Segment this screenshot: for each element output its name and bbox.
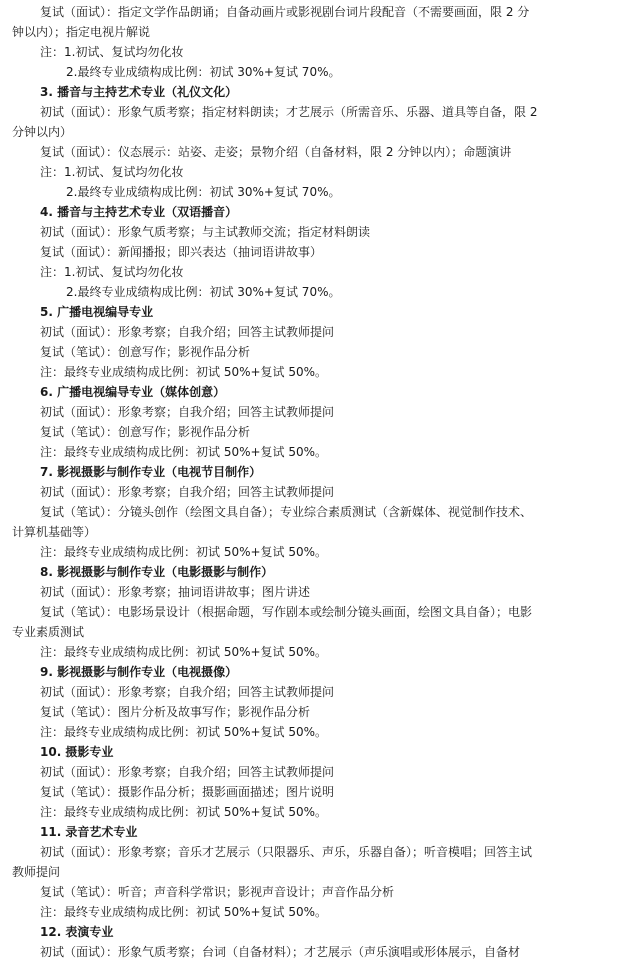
text-line: 复试（笔试）：听音；声音科学常识；影视声音设计；声音作品分析 bbox=[40, 885, 395, 899]
text-line: 复试（笔试）：创意写作；影视作品分析 bbox=[40, 345, 251, 359]
text-line: 复试（面试）：新闻播报；即兴表达（抽词语讲故事） bbox=[40, 245, 323, 259]
text-line: 初试（面试）：形象气质考察；指定材料朗读；才艺展示（所需音乐、乐器、道具等自备，限 2 bbox=[40, 105, 538, 119]
note-line: 注：最终专业成绩构成比例：初试 50%+复试 50%。 bbox=[40, 725, 328, 739]
note-line: 注：最终专业成绩构成比例：初试 50%+复试 50%。 bbox=[40, 365, 328, 379]
text-line: 初试（面试）：形象气质考察；与主试教师交流；指定材料朗读 bbox=[40, 225, 371, 239]
text-line: 初试（面试）：形象气质考察；台词（自备材料）；才艺展示（声乐演唱或形体展示，自备材 bbox=[40, 945, 521, 959]
note-line: 注：1.初试、复试均勿化妆 bbox=[40, 265, 184, 279]
section-heading: 4. 播音与主持艺术专业（双语播音） bbox=[40, 205, 238, 219]
text-line: 复试（笔试）：电影场景设计（根据命题，写作剧本或绘制分镜头画面，绘图文具自备）；电影 bbox=[40, 605, 533, 619]
section-heading: 3. 播音与主持艺术专业（礼仪文化） bbox=[40, 85, 238, 99]
text-line: 复试（笔试）：图片分析及故事写作；影视作品分析 bbox=[40, 705, 311, 719]
note-line: 注：1.初试、复试均勿化妆 bbox=[40, 165, 184, 179]
section-heading: 5. 广播电视编导专业 bbox=[40, 305, 154, 319]
section-heading: 9. 影视摄影与制作专业（电视摄像） bbox=[40, 665, 238, 679]
text-line: 专业素质测试 bbox=[12, 625, 85, 639]
note-line: 注：最终专业成绩构成比例：初试 50%+复试 50%。 bbox=[40, 645, 328, 659]
text-line: 初试（面试）：形象考察；自我介绍；回答主试教师提问 bbox=[40, 325, 335, 339]
note-line: 注：最终专业成绩构成比例：初试 50%+复试 50%。 bbox=[40, 805, 328, 819]
note-line: 2.最终专业成绩构成比例：初试 30%+复试 70%。 bbox=[66, 65, 341, 79]
note-line: 2.最终专业成绩构成比例：初试 30%+复试 70%。 bbox=[66, 285, 341, 299]
section-heading: 6. 广播电视编导专业（媒体创意） bbox=[40, 385, 226, 399]
note-line: 注：最终专业成绩构成比例：初试 50%+复试 50%。 bbox=[40, 545, 328, 559]
text-line: 初试（面试）：形象考察；自我介绍；回答主试教师提问 bbox=[40, 685, 335, 699]
text-line: 复试（面试）：仪态展示：站姿、走姿；景物介绍（自备材料，限 2 分钟以内）；命题演讲 bbox=[40, 145, 512, 159]
text-line: 复试（面试）：指定文学作品朗诵；自备动画片或影视剧台词片段配音（不需要画面，限 2 分 bbox=[40, 5, 530, 19]
section-heading: 8. 影视摄影与制作专业（电影摄影与制作） bbox=[40, 565, 274, 579]
text-line: 初试（面试）：形象考察；自我介绍；回答主试教师提问 bbox=[40, 765, 335, 779]
text-line: 分钟以内） bbox=[12, 125, 73, 139]
text-line: 复试（笔试）：创意写作；影视作品分析 bbox=[40, 425, 251, 439]
note-line: 注：最终专业成绩构成比例：初试 50%+复试 50%。 bbox=[40, 905, 328, 919]
note-line: 注：1.初试、复试均勿化妆 bbox=[40, 45, 184, 59]
text-line: 初试（面试）：形象考察；自我介绍；回答主试教师提问 bbox=[40, 405, 335, 419]
text-line: 复试（笔试）：分镜头创作（绘图文具自备）；专业综合素质测试（含新媒体、视觉制作技术、 bbox=[40, 505, 533, 519]
section-heading: 11. 录音艺术专业 bbox=[40, 825, 138, 839]
section-heading: 12. 表演专业 bbox=[40, 925, 114, 939]
text-line: 初试（面试）：形象考察；音乐才艺展示（只限器乐、声乐，乐器自备）；听音模唱；回答主试 bbox=[40, 845, 533, 859]
text-line: 钟以内）；指定电视片解说 bbox=[12, 25, 151, 39]
section-heading: 7. 影视摄影与制作专业（电视节目制作） bbox=[40, 465, 262, 479]
text-line: 初试（面试）：形象考察；自我介绍；回答主试教师提问 bbox=[40, 485, 335, 499]
note-line: 注：最终专业成绩构成比例：初试 50%+复试 50%。 bbox=[40, 445, 328, 459]
text-line: 复试（笔试）：摄影作品分析；摄影画面描述；图片说明 bbox=[40, 785, 335, 799]
text-line: 计算机基础等） bbox=[12, 525, 97, 539]
text-line: 初试（面试）：形象考察；抽词语讲故事；图片讲述 bbox=[40, 585, 311, 599]
section-heading: 10. 摄影专业 bbox=[40, 745, 114, 759]
text-line: 教师提问 bbox=[12, 865, 61, 879]
note-line: 2.最终专业成绩构成比例：初试 30%+复试 70%。 bbox=[66, 185, 341, 199]
